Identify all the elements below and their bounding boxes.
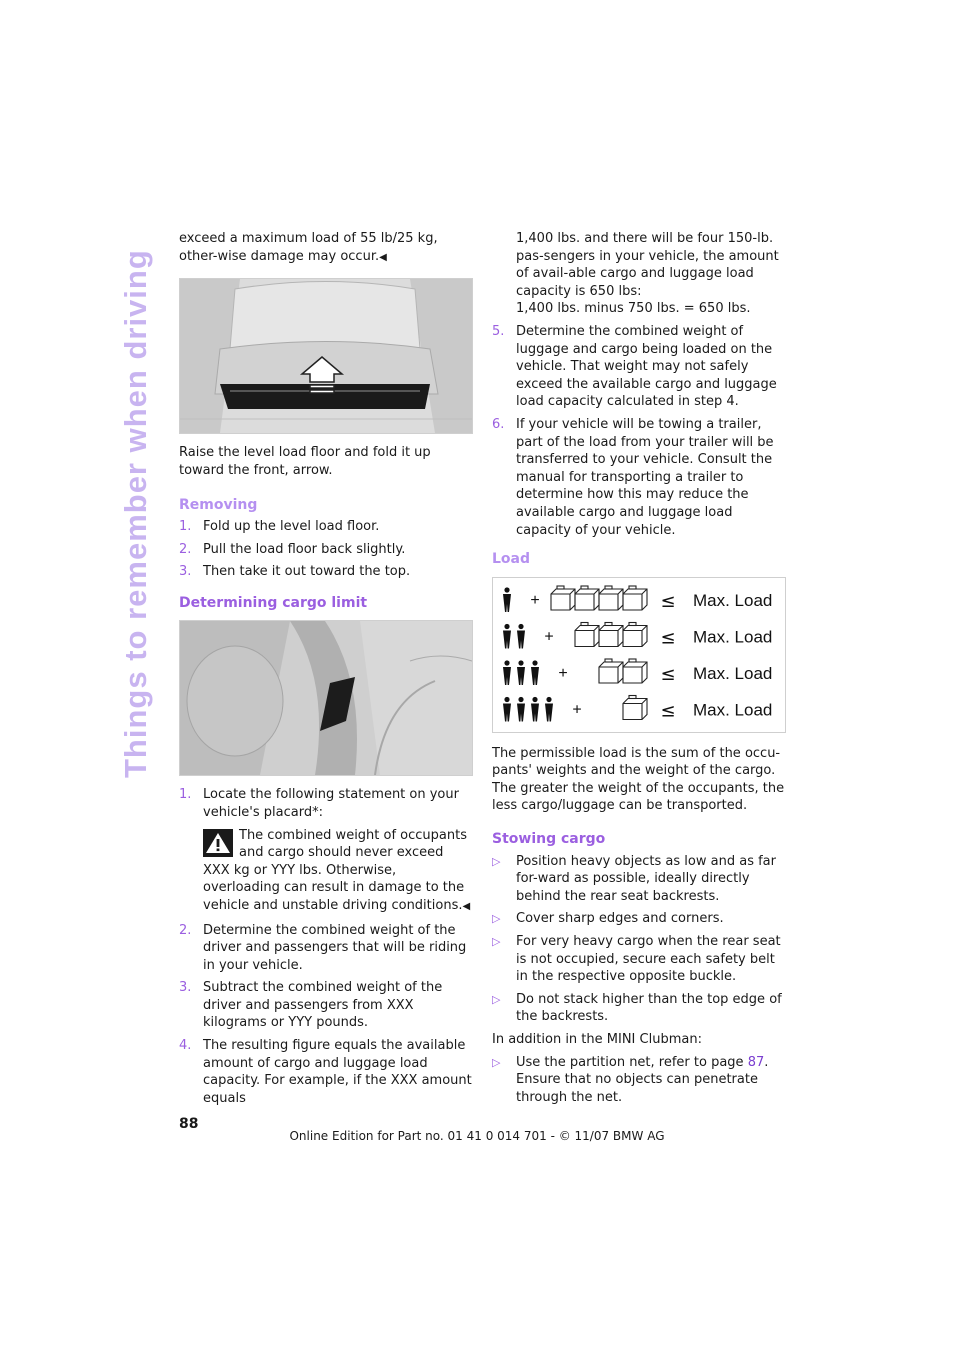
page-number: 88 <box>179 1116 199 1132</box>
end-mark-icon: ◀ <box>379 251 387 263</box>
step4-continuation: 1,400 lbs. and there will be four 150-lb. pas-sengers in your vehicle, the amount of avail-able cargo and luggage load capacity is 650 lbs: 1,400 lbs. minus 750 lbs. = 650 lbs. <box>516 231 779 317</box>
bullet-triangle-icon: ▷ <box>492 854 501 868</box>
bullet-triangle-icon: ▷ <box>492 992 501 1006</box>
removing-steps <box>179 518 473 581</box>
cargo-steps-2-4 <box>179 922 473 1108</box>
stowing-list <box>492 853 786 1026</box>
max-load-label: Max. Load <box>693 627 773 647</box>
load-heading: Load <box>492 551 531 568</box>
side-title: Things to remember when driving <box>118 249 153 778</box>
list-item: 1. Fold up the level load floor. <box>179 518 380 534</box>
leq-sign: ≤ <box>660 663 676 685</box>
list-item: 5. Determine the combined weight of luggage and cargo being loaded on the vehicle. That weight may not safely exceed the available cargo and luggage load capacity calculated in step 4. <box>492 323 777 410</box>
cargo-limit-heading: Determining cargo limit <box>179 594 368 611</box>
plus-sign: + <box>544 628 554 646</box>
cargo-steps-1 <box>179 786 473 821</box>
bullet-triangle-icon: ▷ <box>492 912 501 926</box>
plus-sign: + <box>530 591 540 609</box>
list-item: ▷ Do not stack higher than the top edge of the backrests. <box>492 991 782 1025</box>
list-item: ▷ For very heavy cargo when the rear seat is not occupied, secure each safety belt in the respective opposite buckle. <box>492 934 781 985</box>
max-load-label: Max. Load <box>693 700 773 720</box>
load-diagram <box>493 578 785 732</box>
page-87-link[interactable]: 87 <box>747 1054 765 1070</box>
leq-sign: ≤ <box>660 700 676 722</box>
plus-sign: + <box>558 664 568 682</box>
load-text: The permissible load is the sum of the occu-pants' weights and the weight of the cargo. The greater the weight of the occupants, the less cargo/luggage can be transported. <box>492 745 785 814</box>
load-figure <box>492 577 786 733</box>
footer: Online Edition for Part no. 01 41 0 014 701 - © 11/07 BMW AG <box>289 1129 665 1143</box>
clubman-list <box>492 1054 786 1107</box>
list-item: 6. If your vehicle will be towing a trailer, part of the load from your trailer will be transferred to your vehicle. Consult the manual for transporting a trailer to determine how this may reduce the available cargo and luggage load capacity of your vehicle. <box>492 416 774 538</box>
plus-sign: + <box>572 701 582 719</box>
stowing-heading: Stowing cargo <box>492 831 606 848</box>
leq-sign: ≤ <box>660 590 676 612</box>
warning-box <box>203 827 473 916</box>
list-item: 3. Subtract the combined weight of the driver and passengers from XXX kilograms or YYY pounds. <box>179 980 443 1031</box>
warning-icon <box>203 829 233 857</box>
fig1-caption: Raise the level load floor and fold it up toward the front, arrow. <box>179 445 431 478</box>
max-load-label: Max. Load <box>693 663 773 683</box>
load-floor-figure <box>179 278 473 434</box>
placard-figure <box>179 620 473 776</box>
right-column <box>492 230 786 1111</box>
max-load-label: Max. Load <box>693 590 773 610</box>
list-item: 2. Pull the load floor back slightly. <box>179 541 406 557</box>
clubman-intro: In addition in the MINI Clubman: <box>492 1032 702 1047</box>
list-item: 3. Then take it out toward the top. <box>179 564 411 580</box>
warning-text: The combined weight of occupants and cargo should never exceed XXX kg or YYY lbs. Otherwise, overloading can result in damage to the vehicle and unstable driving conditions. <box>203 827 468 913</box>
intro-text: exceed a maximum load of 55 lb/25 kg, other-wise damage may occur.◀ <box>179 231 438 264</box>
left-column <box>179 230 473 1112</box>
list-item: 1. Locate the following statement on your vehicle's placard*: <box>179 787 459 820</box>
list-item: 4. The resulting figure equals the available amount of cargo and luggage load capacity. For example, if the XXX amount equals <box>179 1038 472 1106</box>
leq-sign: ≤ <box>660 627 676 649</box>
bullet-triangle-icon: ▷ <box>492 1055 501 1069</box>
list-item: 2. Determine the combined weight of the driver and passengers that will be riding in your vehicle. <box>179 922 467 973</box>
removing-heading: Removing <box>179 497 258 514</box>
list-item: ▷ Position heavy objects as low and as far for-ward as possible, ideally directly behind the rear seat backrests. <box>492 853 776 904</box>
bullet-triangle-icon: ▷ <box>492 935 501 949</box>
list-item: ▷ Use the partition net, refer to page 87. Ensure that no objects can penetrate through the net. <box>492 1054 769 1105</box>
list-item: ▷ Cover sharp edges and corners. <box>492 911 724 927</box>
cargo-steps-5-6 <box>492 323 786 539</box>
end-mark-icon: ◀ <box>462 900 471 912</box>
